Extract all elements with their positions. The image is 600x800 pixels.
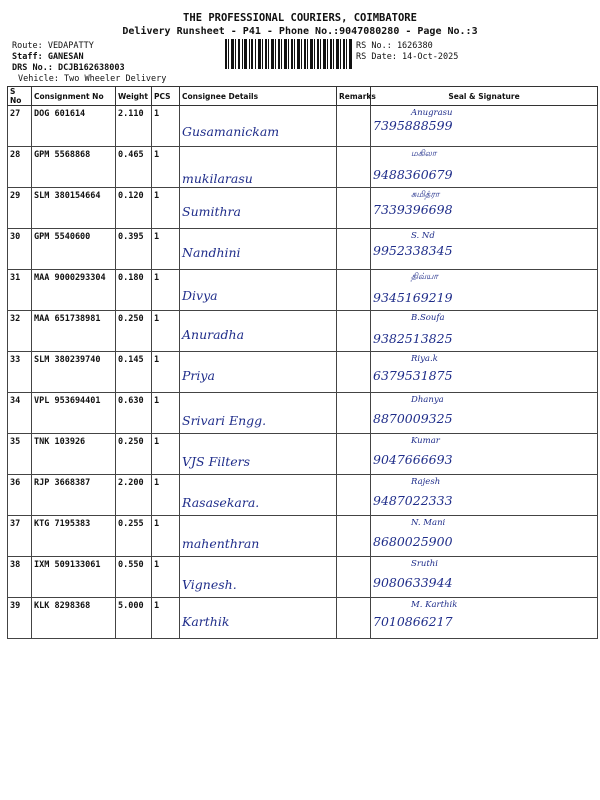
- sno-cell: [8, 557, 32, 598]
- sno-cell: [8, 188, 32, 229]
- consignment-cell: [32, 393, 116, 434]
- weight-cell: [116, 516, 152, 557]
- weight-value: 2.110: [118, 109, 144, 119]
- signature-cell: [371, 393, 598, 434]
- signature-mark: திவ்யா: [411, 272, 438, 282]
- weight-cell: [116, 188, 152, 229]
- signature-mark: Sruthi: [411, 559, 438, 569]
- pcs-cell: [152, 311, 180, 352]
- remarks-cell: [337, 147, 371, 188]
- pcs-value: 1: [154, 478, 160, 488]
- remarks-cell: [337, 352, 371, 393]
- weight-value: 0.395: [118, 232, 144, 242]
- sno-cell: [8, 147, 32, 188]
- signature-mark: M. Karthik: [411, 600, 458, 610]
- signature-mark: சுமித்ரா: [411, 190, 440, 200]
- signature-phone: 9488360679: [373, 167, 453, 182]
- consignee-name: Sumithra: [182, 204, 241, 219]
- consignee-cell: [180, 270, 337, 311]
- consignee-cell: [180, 393, 337, 434]
- runsheet-subtitle: Delivery Runsheet - P41 - Phone No.:9047080280 - Page No.:3: [122, 26, 478, 37]
- consignment-value: DOG 601614: [34, 109, 86, 119]
- weight-value: 0.255: [118, 519, 144, 529]
- barcode: [225, 39, 353, 69]
- table-row: [8, 147, 598, 188]
- remarks-cell: [337, 229, 371, 270]
- consignee-name: Srivari Engg.: [182, 413, 267, 428]
- weight-value: 0.550: [118, 560, 144, 570]
- remarks-cell: [337, 188, 371, 229]
- consignment-value: GPM 5568868: [34, 150, 91, 160]
- signature-mark: Rajesh: [411, 477, 441, 487]
- pcs-cell: [152, 434, 180, 475]
- sno-cell: [8, 516, 32, 557]
- signature-mark: Riya.k: [411, 354, 438, 364]
- table-row: [8, 434, 598, 475]
- table-row: [8, 311, 598, 352]
- consignment-cell: [32, 352, 116, 393]
- sno-value: 38: [10, 560, 21, 570]
- consignment-value: RJP 3668387: [34, 478, 91, 488]
- signature-mark: மகிலா: [411, 149, 437, 159]
- table-row: [8, 393, 598, 434]
- consignment-cell: [32, 188, 116, 229]
- consignment-cell: [32, 270, 116, 311]
- rs-date: RS Date: 14-Oct-2025: [356, 52, 459, 62]
- consignment-cell: [32, 598, 116, 639]
- signature-cell: [371, 270, 598, 311]
- signature-cell: [371, 516, 598, 557]
- consignee-name: mahenthran: [182, 536, 260, 551]
- sno-cell: [8, 270, 32, 311]
- signature-phone: 7395888599: [373, 118, 453, 133]
- signature-cell: [371, 434, 598, 475]
- consignment-value: IXM 509133061: [34, 560, 101, 570]
- sno-cell: [8, 229, 32, 270]
- staff-label: Staff: GANESAN: [12, 52, 84, 62]
- consignee-name: Gusamanickam: [182, 124, 280, 139]
- pcs-cell: [152, 475, 180, 516]
- company-title: THE PROFESSIONAL COURIERS, COIMBATORE: [183, 12, 417, 24]
- signature-phone: 9382513825: [373, 331, 453, 346]
- weight-cell: [116, 229, 152, 270]
- consignment-value: TNK 103926: [34, 437, 86, 447]
- sno-value: 29: [10, 191, 21, 201]
- consignee-cell: [180, 516, 337, 557]
- consignee-cell: [180, 352, 337, 393]
- consignee-name: mukilarasu: [182, 171, 253, 186]
- remarks-cell: [337, 434, 371, 475]
- weight-cell: [116, 393, 152, 434]
- consignee-name: Anuradha: [182, 327, 245, 342]
- consignee-cell: [180, 434, 337, 475]
- consignment-cell: [32, 434, 116, 475]
- sno-cell: [8, 434, 32, 475]
- signature-phone: 8870009325: [373, 411, 453, 426]
- consignee-cell: [180, 475, 337, 516]
- consignee-name: Priya: [182, 368, 215, 383]
- table-row: [8, 270, 598, 311]
- table-row: [8, 229, 598, 270]
- consignment-cell: [32, 229, 116, 270]
- sno-cell: [8, 106, 32, 147]
- sno-cell: [8, 352, 32, 393]
- signature-mark: Dhanya: [411, 395, 444, 405]
- signature-phone: 7010866217: [373, 614, 453, 629]
- consignee-cell: [180, 147, 337, 188]
- signature-phone: 9345169219: [373, 290, 453, 305]
- weight-cell: [116, 311, 152, 352]
- table-row: [8, 475, 598, 516]
- table-row: [8, 188, 598, 229]
- consignment-cell: [32, 516, 116, 557]
- sno-value: 39: [10, 601, 21, 611]
- table-row: [8, 598, 598, 639]
- runsheet-table: [7, 86, 598, 639]
- sno-value: 32: [10, 314, 21, 324]
- weight-cell: [116, 475, 152, 516]
- signature-mark: Kumar: [411, 436, 440, 446]
- weight-cell: [116, 434, 152, 475]
- pcs-value: 1: [154, 150, 160, 160]
- remarks-cell: [337, 516, 371, 557]
- weight-value: 2.200: [118, 478, 144, 488]
- vehicle-label: Vehicle: Two Wheeler Delivery: [18, 74, 167, 84]
- consignment-cell: [32, 147, 116, 188]
- weight-cell: [116, 352, 152, 393]
- pcs-value: 1: [154, 560, 160, 570]
- signature-phone: 7339396698: [373, 202, 453, 217]
- weight-value: 0.120: [118, 191, 144, 201]
- table-header-row: [8, 87, 598, 106]
- signature-mark: B.Soufa: [411, 313, 445, 323]
- consignee-cell: [180, 598, 337, 639]
- signature-cell: [371, 106, 598, 147]
- consignment-value: MAA 9000293304: [34, 273, 106, 283]
- weight-value: 0.250: [118, 437, 144, 447]
- pcs-value: 1: [154, 109, 160, 119]
- signature-phone: 9952338345: [373, 243, 453, 258]
- consignment-cell: [32, 106, 116, 147]
- consignment-value: KTG 7195383: [34, 519, 91, 529]
- col-header-consignee: Consignee Details: [180, 87, 337, 106]
- pcs-value: 1: [154, 396, 160, 406]
- weight-cell: [116, 270, 152, 311]
- consignee-cell: [180, 106, 337, 147]
- pcs-value: 1: [154, 437, 160, 447]
- rs-number: RS No.: 1626380: [356, 41, 433, 51]
- weight-cell: [116, 598, 152, 639]
- pcs-value: 1: [154, 191, 160, 201]
- consignee-name: VJS Filters: [182, 454, 251, 469]
- pcs-cell: [152, 393, 180, 434]
- signature-mark: Anugrasu: [411, 108, 453, 118]
- sno-cell: [8, 393, 32, 434]
- pcs-value: 1: [154, 519, 160, 529]
- remarks-cell: [337, 393, 371, 434]
- consignment-value: SLM 380239740: [34, 355, 101, 365]
- remarks-cell: [337, 270, 371, 311]
- weight-value: 0.630: [118, 396, 144, 406]
- pcs-value: 1: [154, 273, 160, 283]
- drs-number: DRS No.: DCJB162638003: [12, 63, 125, 73]
- pcs-cell: [152, 229, 180, 270]
- consignee-name: Divya: [182, 288, 218, 303]
- col-header-remarks: Remarks: [337, 87, 371, 106]
- signature-cell: [371, 557, 598, 598]
- signature-mark: N. Mani: [411, 518, 446, 528]
- consignee-cell: [180, 311, 337, 352]
- pcs-value: 1: [154, 355, 160, 365]
- consignment-cell: [32, 311, 116, 352]
- pcs-cell: [152, 106, 180, 147]
- sno-cell: [8, 311, 32, 352]
- signature-cell: [371, 598, 598, 639]
- pcs-cell: [152, 557, 180, 598]
- sno-value: 35: [10, 437, 21, 447]
- signature-mark: S. Nd: [411, 231, 435, 241]
- col-header-sno: S No: [8, 87, 32, 106]
- signature-phone: 9487022333: [373, 493, 453, 508]
- remarks-cell: [337, 106, 371, 147]
- weight-value: 0.145: [118, 355, 144, 365]
- signature-cell: [371, 475, 598, 516]
- sno-cell: [8, 598, 32, 639]
- consignee-name: Nandhini: [182, 245, 241, 260]
- pcs-value: 1: [154, 314, 160, 324]
- sno-value: 30: [10, 232, 21, 242]
- consignment-value: KLK 8298368: [34, 601, 91, 611]
- consignment-cell: [32, 557, 116, 598]
- consignee-name: Karthik: [182, 614, 230, 629]
- consignee-cell: [180, 188, 337, 229]
- weight-cell: [116, 557, 152, 598]
- col-header-weight: Weight: [116, 87, 152, 106]
- col-header-signature: Seal & Signature: [371, 87, 598, 106]
- pcs-cell: [152, 188, 180, 229]
- sno-value: 31: [10, 273, 21, 283]
- consignment-cell: [32, 475, 116, 516]
- sno-cell: [8, 475, 32, 516]
- weight-cell: [116, 106, 152, 147]
- route-label: Route: VEDAPATTY: [12, 41, 94, 51]
- consignment-value: GPM 5540600: [34, 232, 91, 242]
- consignee-cell: [180, 229, 337, 270]
- consignment-value: VPL 953694401: [34, 396, 101, 406]
- consignment-value: SLM 380154664: [34, 191, 101, 201]
- col-header-consignment: Consignment No: [32, 87, 116, 106]
- remarks-cell: [337, 557, 371, 598]
- pcs-value: 1: [154, 232, 160, 242]
- signature-cell: [371, 352, 598, 393]
- signature-phone: 9080633944: [373, 575, 453, 590]
- consignee-name: Vignesh.: [182, 577, 237, 592]
- remarks-cell: [337, 475, 371, 516]
- consignment-value: MAA 651738981: [34, 314, 101, 324]
- table-row: [8, 557, 598, 598]
- remarks-cell: [337, 311, 371, 352]
- consignee-cell: [180, 557, 337, 598]
- signature-cell: [371, 188, 598, 229]
- sno-value: 34: [10, 396, 21, 406]
- signature-phone: 6379531875: [373, 368, 453, 383]
- sno-value: 36: [10, 478, 21, 488]
- weight-value: 5.000: [118, 601, 144, 611]
- weight-value: 0.180: [118, 273, 144, 283]
- weight-value: 0.250: [118, 314, 144, 324]
- weight-cell: [116, 147, 152, 188]
- pcs-cell: [152, 270, 180, 311]
- signature-phone: 8680025900: [373, 534, 453, 549]
- sno-value: 28: [10, 150, 21, 160]
- col-header-pcs: PCS: [152, 87, 180, 106]
- sno-value: 27: [10, 109, 21, 119]
- sno-value: 37: [10, 519, 21, 529]
- pcs-cell: [152, 598, 180, 639]
- pcs-cell: [152, 516, 180, 557]
- signature-cell: [371, 147, 598, 188]
- weight-value: 0.465: [118, 150, 144, 160]
- table-row: [8, 106, 598, 147]
- remarks-cell: [337, 598, 371, 639]
- pcs-value: 1: [154, 601, 160, 611]
- sno-value: 33: [10, 355, 21, 365]
- pcs-cell: [152, 352, 180, 393]
- pcs-cell: [152, 147, 180, 188]
- table-row: [8, 516, 598, 557]
- signature-cell: [371, 311, 598, 352]
- consignee-name: Rasasekara.: [182, 495, 260, 510]
- signature-cell: [371, 229, 598, 270]
- signature-phone: 9047666693: [373, 452, 453, 467]
- table-row: [8, 352, 598, 393]
